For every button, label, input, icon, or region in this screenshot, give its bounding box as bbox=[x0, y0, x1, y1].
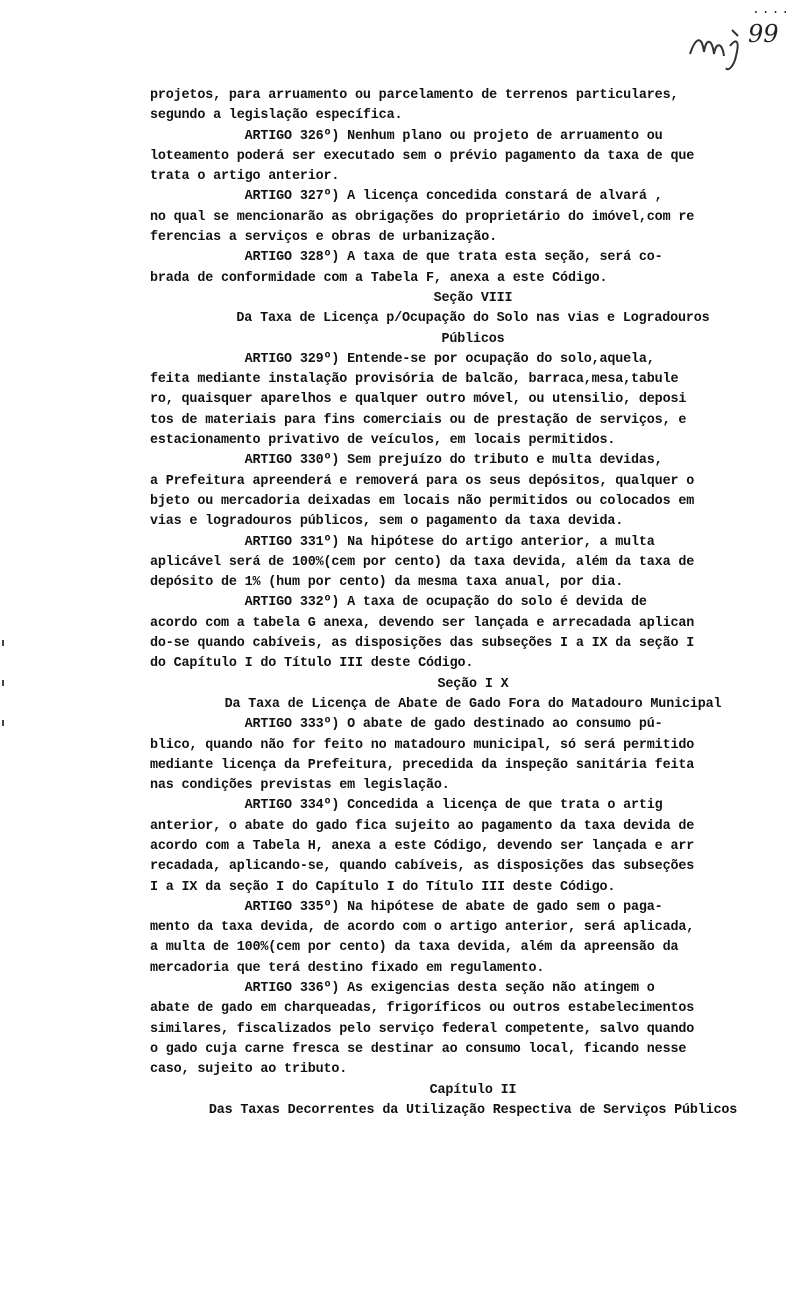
text-line: mento da taxa devida, de acordo com o artigo anterior, será aplicada, bbox=[150, 920, 695, 936]
text-line: mercadoria que terá destino fixado em regulamento. bbox=[150, 960, 545, 976]
text-line: anterior, o abate do gado fica sujeito ao pagamento da taxa devida de bbox=[150, 818, 695, 834]
text-line: abate de gado em charqueadas, frigoríficos ou outros estabelecimentos bbox=[150, 1001, 695, 1017]
text-line: ARTIGO 328º) A taxa de que trata esta seção, será co- bbox=[150, 250, 663, 266]
text-line: nas condições previstas em legislação. bbox=[150, 778, 450, 794]
text-line: ferencias a serviços e obras de urbanização. bbox=[150, 230, 497, 246]
section-heading: Públicos bbox=[441, 331, 505, 347]
margin-marks bbox=[0, 640, 6, 760]
handwritten-scribble-icon bbox=[686, 16, 796, 76]
handwritten-number: 99 bbox=[748, 20, 779, 48]
text-line: ARTIGO 335º) Na hipótese de abate de gado sem o paga- bbox=[150, 899, 663, 915]
text-line: bjeto ou mercadoria deixadas em locais não permitidos ou colocados em bbox=[150, 493, 695, 509]
text-line: ARTIGO 333º) O abate de gado destinado ao consumo pú- bbox=[150, 717, 663, 733]
page-marks: .... bbox=[752, 2, 792, 17]
text-line: depósito de 1% (hum por cento) da mesma taxa anual, por dia. bbox=[150, 575, 624, 591]
text-line: a multa de 100%(cem por cento) da taxa devida, além da apreensão da bbox=[150, 940, 679, 956]
handwritten-page-number bbox=[686, 16, 796, 76]
text-line: a Prefeitura apreenderá e removerá para os seus depósitos, qualquer o bbox=[150, 473, 695, 489]
section-heading: Da Taxa de Licença p/Ocupação do Solo nas vias e Logradouros bbox=[236, 311, 710, 327]
text-line: no qual se mencionarão as obrigações do proprietário do imóvel,com re bbox=[150, 209, 695, 225]
text-line: feita mediante instalação provisória de balcão, barraca,mesa,tabule bbox=[150, 372, 679, 388]
text-line: I a IX da seção I do Capítulo I do Título III deste Código. bbox=[150, 879, 616, 895]
section-heading: Seção I X bbox=[437, 676, 509, 692]
text-line: acordo com a tabela G anexa, devendo ser lançada e arrecadada aplican bbox=[150, 615, 695, 631]
document-body bbox=[150, 86, 796, 1121]
text-line: ARTIGO 326º) Nenhum plano ou projeto de arruamento ou bbox=[150, 128, 663, 144]
text-line: projetos, para arruamento ou parcelamento de terrenos particulares, bbox=[150, 88, 679, 103]
text-line: brada de conformidade com a Tabela F, anexa a este Código. bbox=[150, 270, 608, 286]
text-line: aplicável será de 100%(cem por cento) da taxa devida, além da taxa de bbox=[150, 554, 695, 570]
text-line: trata o artigo anterior. bbox=[150, 169, 340, 185]
text-line: mediante licença da Prefeitura, precedida da inspeção sanitária feita bbox=[150, 757, 695, 773]
text-line: similares, fiscalizados pelo serviço federal competente, salvo quando bbox=[150, 1021, 695, 1037]
section-heading: Capítulo II bbox=[429, 1082, 517, 1098]
text-line: tos de materiais para fins comerciais ou de prestação de serviços, e bbox=[150, 412, 687, 428]
text-line: recadada, aplicando-se, quando cabíveis, as disposições das subseções bbox=[150, 859, 695, 875]
text-line: estacionamento privativo de veículos, em locais permitidos. bbox=[150, 433, 616, 449]
text-line: ARTIGO 327º) A licença concedida constará de alvará , bbox=[150, 189, 663, 205]
text-line: acordo com a Tabela H, anexa a este Código, devendo ser lançada e arr bbox=[150, 838, 695, 854]
text-line: vias e logradouros públicos, sem o pagamento da taxa devida. bbox=[150, 514, 624, 530]
text-line: ARTIGO 336º) As exigencias desta seção não atingem o bbox=[150, 981, 655, 997]
text-line: do-se quando cabíveis, as disposições das subseções I a IX da seção I bbox=[150, 636, 695, 652]
text-line: ARTIGO 331º) Na hipótese do artigo anterior, a multa bbox=[150, 534, 655, 550]
text-line: do Capítulo I do Título III deste Código. bbox=[150, 656, 474, 672]
section-heading: Das Taxas Decorrentes da Utilização Respectiva de Serviços Públicos bbox=[208, 1102, 738, 1118]
text-line: loteamento poderá ser executado sem o prévio pagamento da taxa de que bbox=[150, 148, 695, 164]
text-line: ARTIGO 329º) Entende-se por ocupação do solo,aquela, bbox=[150, 351, 655, 367]
section-heading: Da Taxa de Licença de Abate de Gado Fora do Matadouro Municipal bbox=[224, 696, 722, 712]
text-line: ARTIGO 334º) Concedida a licença de que trata o artig bbox=[150, 798, 663, 814]
text-line: blico, quando não for feito no matadouro municipal, só será permitido bbox=[150, 737, 695, 753]
text-line: segundo a legislação específica. bbox=[150, 108, 403, 124]
text-line: ro, quaisquer aparelhos e qualquer outro móvel, ou utensilio, deposi bbox=[150, 392, 687, 408]
text-line: o gado cuja carne fresca se destinar ao consumo local, ficando nesse bbox=[150, 1041, 687, 1057]
text-line: ARTIGO 332º) A taxa de ocupação do solo é devida de bbox=[150, 595, 647, 611]
text-line: caso, sujeito ao tributo. bbox=[150, 1062, 348, 1078]
section-heading: Seção VIII bbox=[433, 290, 513, 306]
text-line: ARTIGO 330º) Sem prejuízo do tributo e multa devidas, bbox=[150, 453, 663, 469]
